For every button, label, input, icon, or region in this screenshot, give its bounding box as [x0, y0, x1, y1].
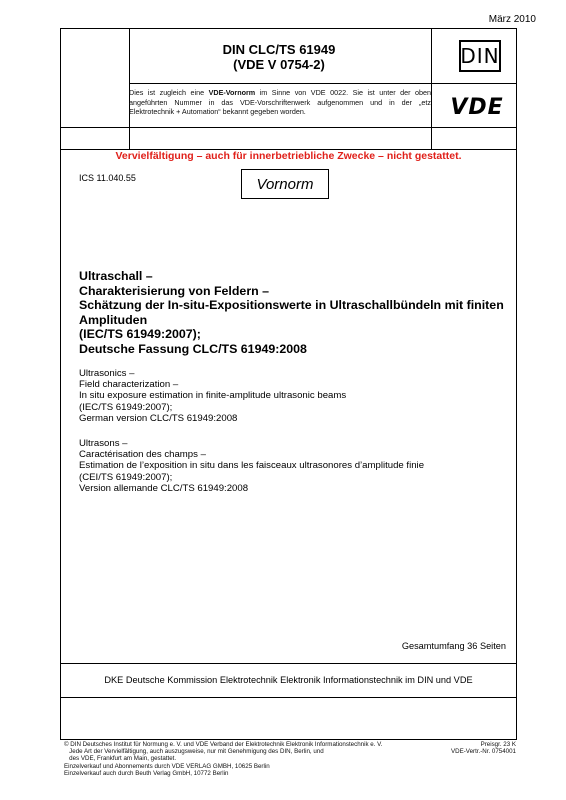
vde-note: [129, 88, 431, 117]
copy-notice: Vervielfältigung – auch für innerbetriebliche Zwecke – nicht gestattet.: [115, 150, 462, 162]
title-de-line: Charakterisierung von Feldern –: [79, 283, 270, 298]
total-pages: Gesamtumfang 36 Seiten: [401, 641, 506, 651]
document-type-badge: Vornorm: [241, 169, 329, 199]
standard-number: [129, 29, 429, 83]
vde-note-bold: VDE-Vornorm: [208, 88, 256, 97]
din-logo: DIN: [459, 40, 501, 72]
title-de-line: Ultraschall –: [79, 269, 153, 283]
title-en-line: Field characterization –: [79, 379, 179, 391]
title-fr-line: Estimation de l’exposition in situ dans les faisceaux ultrasonores d’amplitude finie: [79, 460, 425, 472]
vde-id: (VDE V 0754-2): [233, 57, 325, 72]
title-en-line: In situ exposure estimation in finite-amplitude ultrasonic beams: [79, 390, 347, 402]
title-en-line: Ultrasonics –: [79, 368, 135, 379]
title-fr-line: (CEI/TS 61949:2007);: [79, 471, 173, 483]
footer-line: Einzelverkauf auch durch Beuth Verlag GmbH, 10772 Berlin: [64, 769, 229, 777]
vde-note-pre: Dies ist zugleich eine: [129, 88, 209, 97]
footer-line: Einzelverkauf und Abonnements durch VDE VERLAG GMBH, 10625 Berlin: [64, 762, 270, 770]
title-english: [79, 368, 509, 424]
footer-legal: [64, 741, 444, 777]
title-german: [79, 269, 509, 356]
title-de-line: (IEC/TS 61949:2007);: [79, 327, 201, 341]
footer-line: des VDE, Frankfurt am Main, gestattet.: [64, 755, 177, 763]
price-group: Preisgr. 23 K: [480, 741, 516, 748]
header-divider-bottom: [61, 127, 516, 128]
ics-code: ICS 11.040.55: [79, 173, 136, 183]
committee-line: DKE Deutsche Kommission Elektrotechnik Elektronik Informationstechnik im DIN und VDE: [104, 675, 473, 685]
title-en-line: German version CLC/TS 61949:2008: [79, 412, 238, 424]
title-fr-line: Version allemande CLC/TS 61949:2008: [79, 482, 249, 494]
vde-logo: VDE: [450, 95, 504, 120]
vde-note-post: im Sinne von VDE 0022. Sie ist unter der oben angeführten Nummer in das VDE-Vorschriftenwerk aufgenommen und in der „etz Elektrotechnik + Automation“ bekannt gegeben worden.: [129, 88, 431, 116]
title-fr-line: Ultrasons –: [79, 438, 128, 449]
footer-line: Jede Art der Vervielfältigung, auch auszugsweise, nur mit Genehmigung des DIN, Berlin, und: [64, 748, 324, 756]
footer-line: © DIN Deutsches Institut für Normung e. V. und VDE Verband der Elektrotechnik Elektronik Informationstechnik e. V.: [64, 741, 383, 748]
title-en-line: (IEC/TS 61949:2007);: [79, 401, 173, 413]
order-number: VDE-Vertr.-Nr. 0754001: [451, 748, 516, 756]
title-fr-line: Caractérisation des champs –: [79, 449, 206, 461]
header-divider-mid: [129, 83, 516, 84]
title-de-line: Schätzung der In-situ-Expositionswerte in Ultraschallbündeln mit finiten: [79, 298, 504, 312]
committee-divider-top: [61, 663, 516, 664]
standard-id: DIN CLC/TS 61949: [222, 42, 336, 57]
cover-frame: [60, 28, 517, 740]
header-divider-right: [431, 29, 432, 149]
title-french: [79, 438, 509, 494]
title-de-line: Amplituden: [79, 312, 148, 327]
committee-divider-bottom: [61, 697, 516, 698]
title-de-line: Deutsche Fassung CLC/TS 61949:2008: [79, 341, 307, 356]
issue-date: März 2010: [488, 14, 536, 25]
footer-order-info: [451, 741, 516, 755]
